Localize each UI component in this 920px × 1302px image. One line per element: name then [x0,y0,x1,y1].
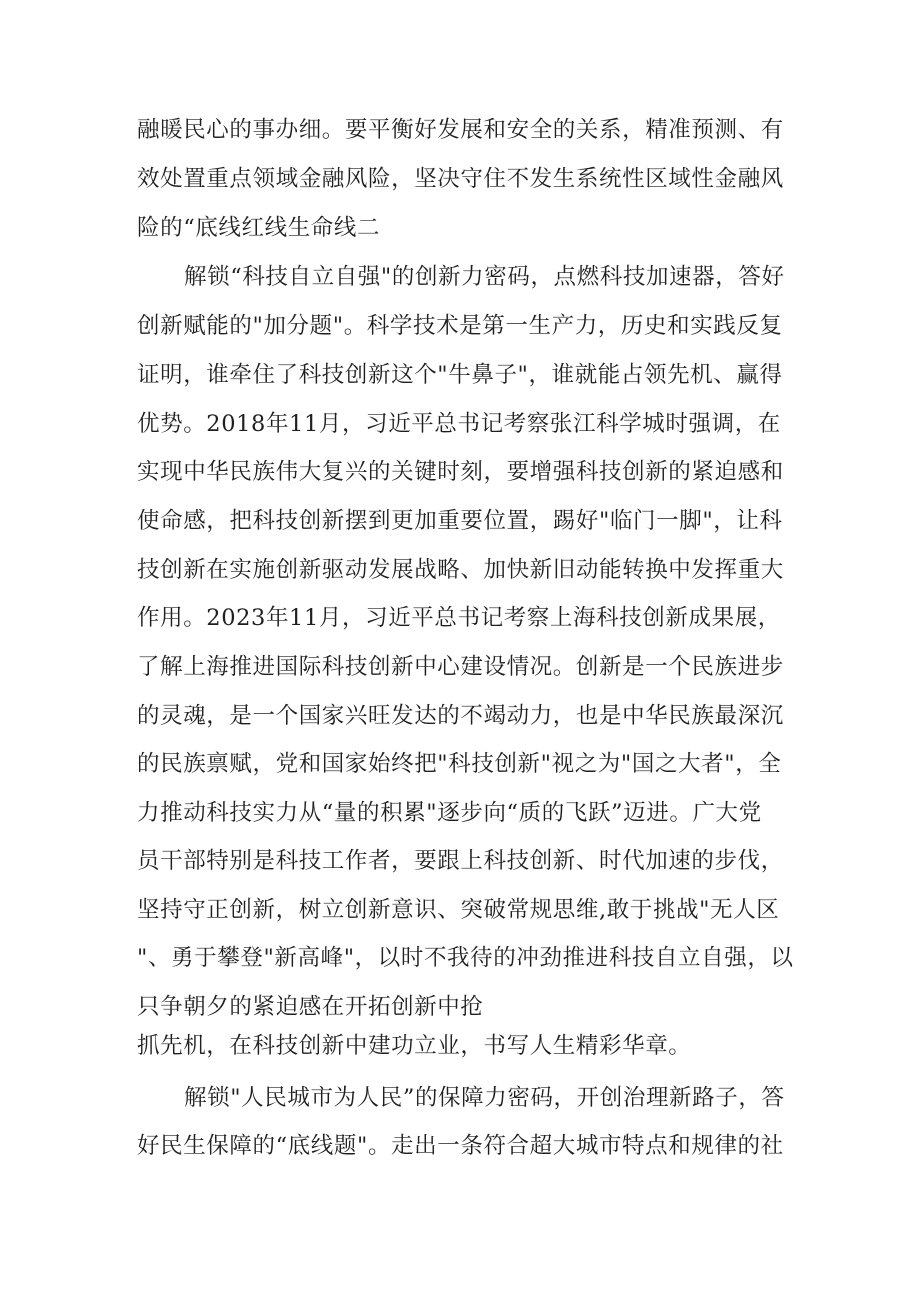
paragraph-first-line: 解锁“科技自立自强"的创新力密码，点燃科技加速器，答好 [184,264,785,290]
text-line: 好民生保障的“底线题"。走出一条符合超大城市特点和规律的社 [137,1133,784,1159]
text-line: 抓先机，在科技创新中建功立业，书写人生精彩华章。 [137,1033,692,1059]
text-line: 证明，谁牵住了科技创新这个"牛鼻子"，谁就能占领先机、赢得 [137,362,783,388]
text-line: 优势。2018年11月，习近平总书记考察张江科学城时强调，在 [137,411,781,437]
paragraph-first-line: 解锁"人民城市为人民”的保障力密码，开创治理新路子，答 [184,1085,785,1111]
text-line: 坚持守正创新，树立创新意识、突破常规思维,敢于挑战"无人区 [137,897,780,923]
text-line: 的民族禀赋，党和国家始终把"科技创新"视之为"国之大者"，全 [137,751,782,777]
text-line: 了解上海推进国际科技创新中心建设情况。创新是一个民族进步 [137,654,784,680]
text-line: "、勇于攀登"新高峰"，以时不我待的冲劲推进科技自立自强，以 [137,945,794,971]
text-line: 使命感，把科技创新摆到更加重要位置，踢好"临门一脚"，让科 [137,508,783,534]
text-line: 技创新在实施创新驱动发展战略、加快新旧动能转换中发挥重大 [137,557,784,583]
text-line: 融暖民心的事办细。要平衡好发展和安全的关系，精准预测、有 [137,117,784,143]
text-line: 创新赋能的"加分题"。科学技术是第一生产力，历史和实践反复 [137,313,783,339]
text-line: 效处置重点领域金融风险，坚决守住不发生系统性区域性金融风 [137,166,784,192]
text-line: 的灵魂，是一个国家兴旺发达的不竭动力，也是中华民族最深沉 [137,703,784,729]
text-line: 作用。2023年11月，习近平总书记考察上海科技创新成果展， [137,605,781,631]
text-line: 实现中华民族伟大复兴的关键时刻，要增强科技创新的紧迫感和 [137,459,784,485]
text-line: 力推动科技实力从“量的积累"逐步向“质的飞跃”迈进。广大党 [137,800,762,826]
text-line: 员干部特别是科技工作者，要跟上科技创新、时代加速的步伐， [137,848,784,874]
text-line: 险的“底线红线生命线二 [137,215,381,241]
text-line: 只争朝夕的紧迫感在开拓创新中抢 [137,994,484,1020]
